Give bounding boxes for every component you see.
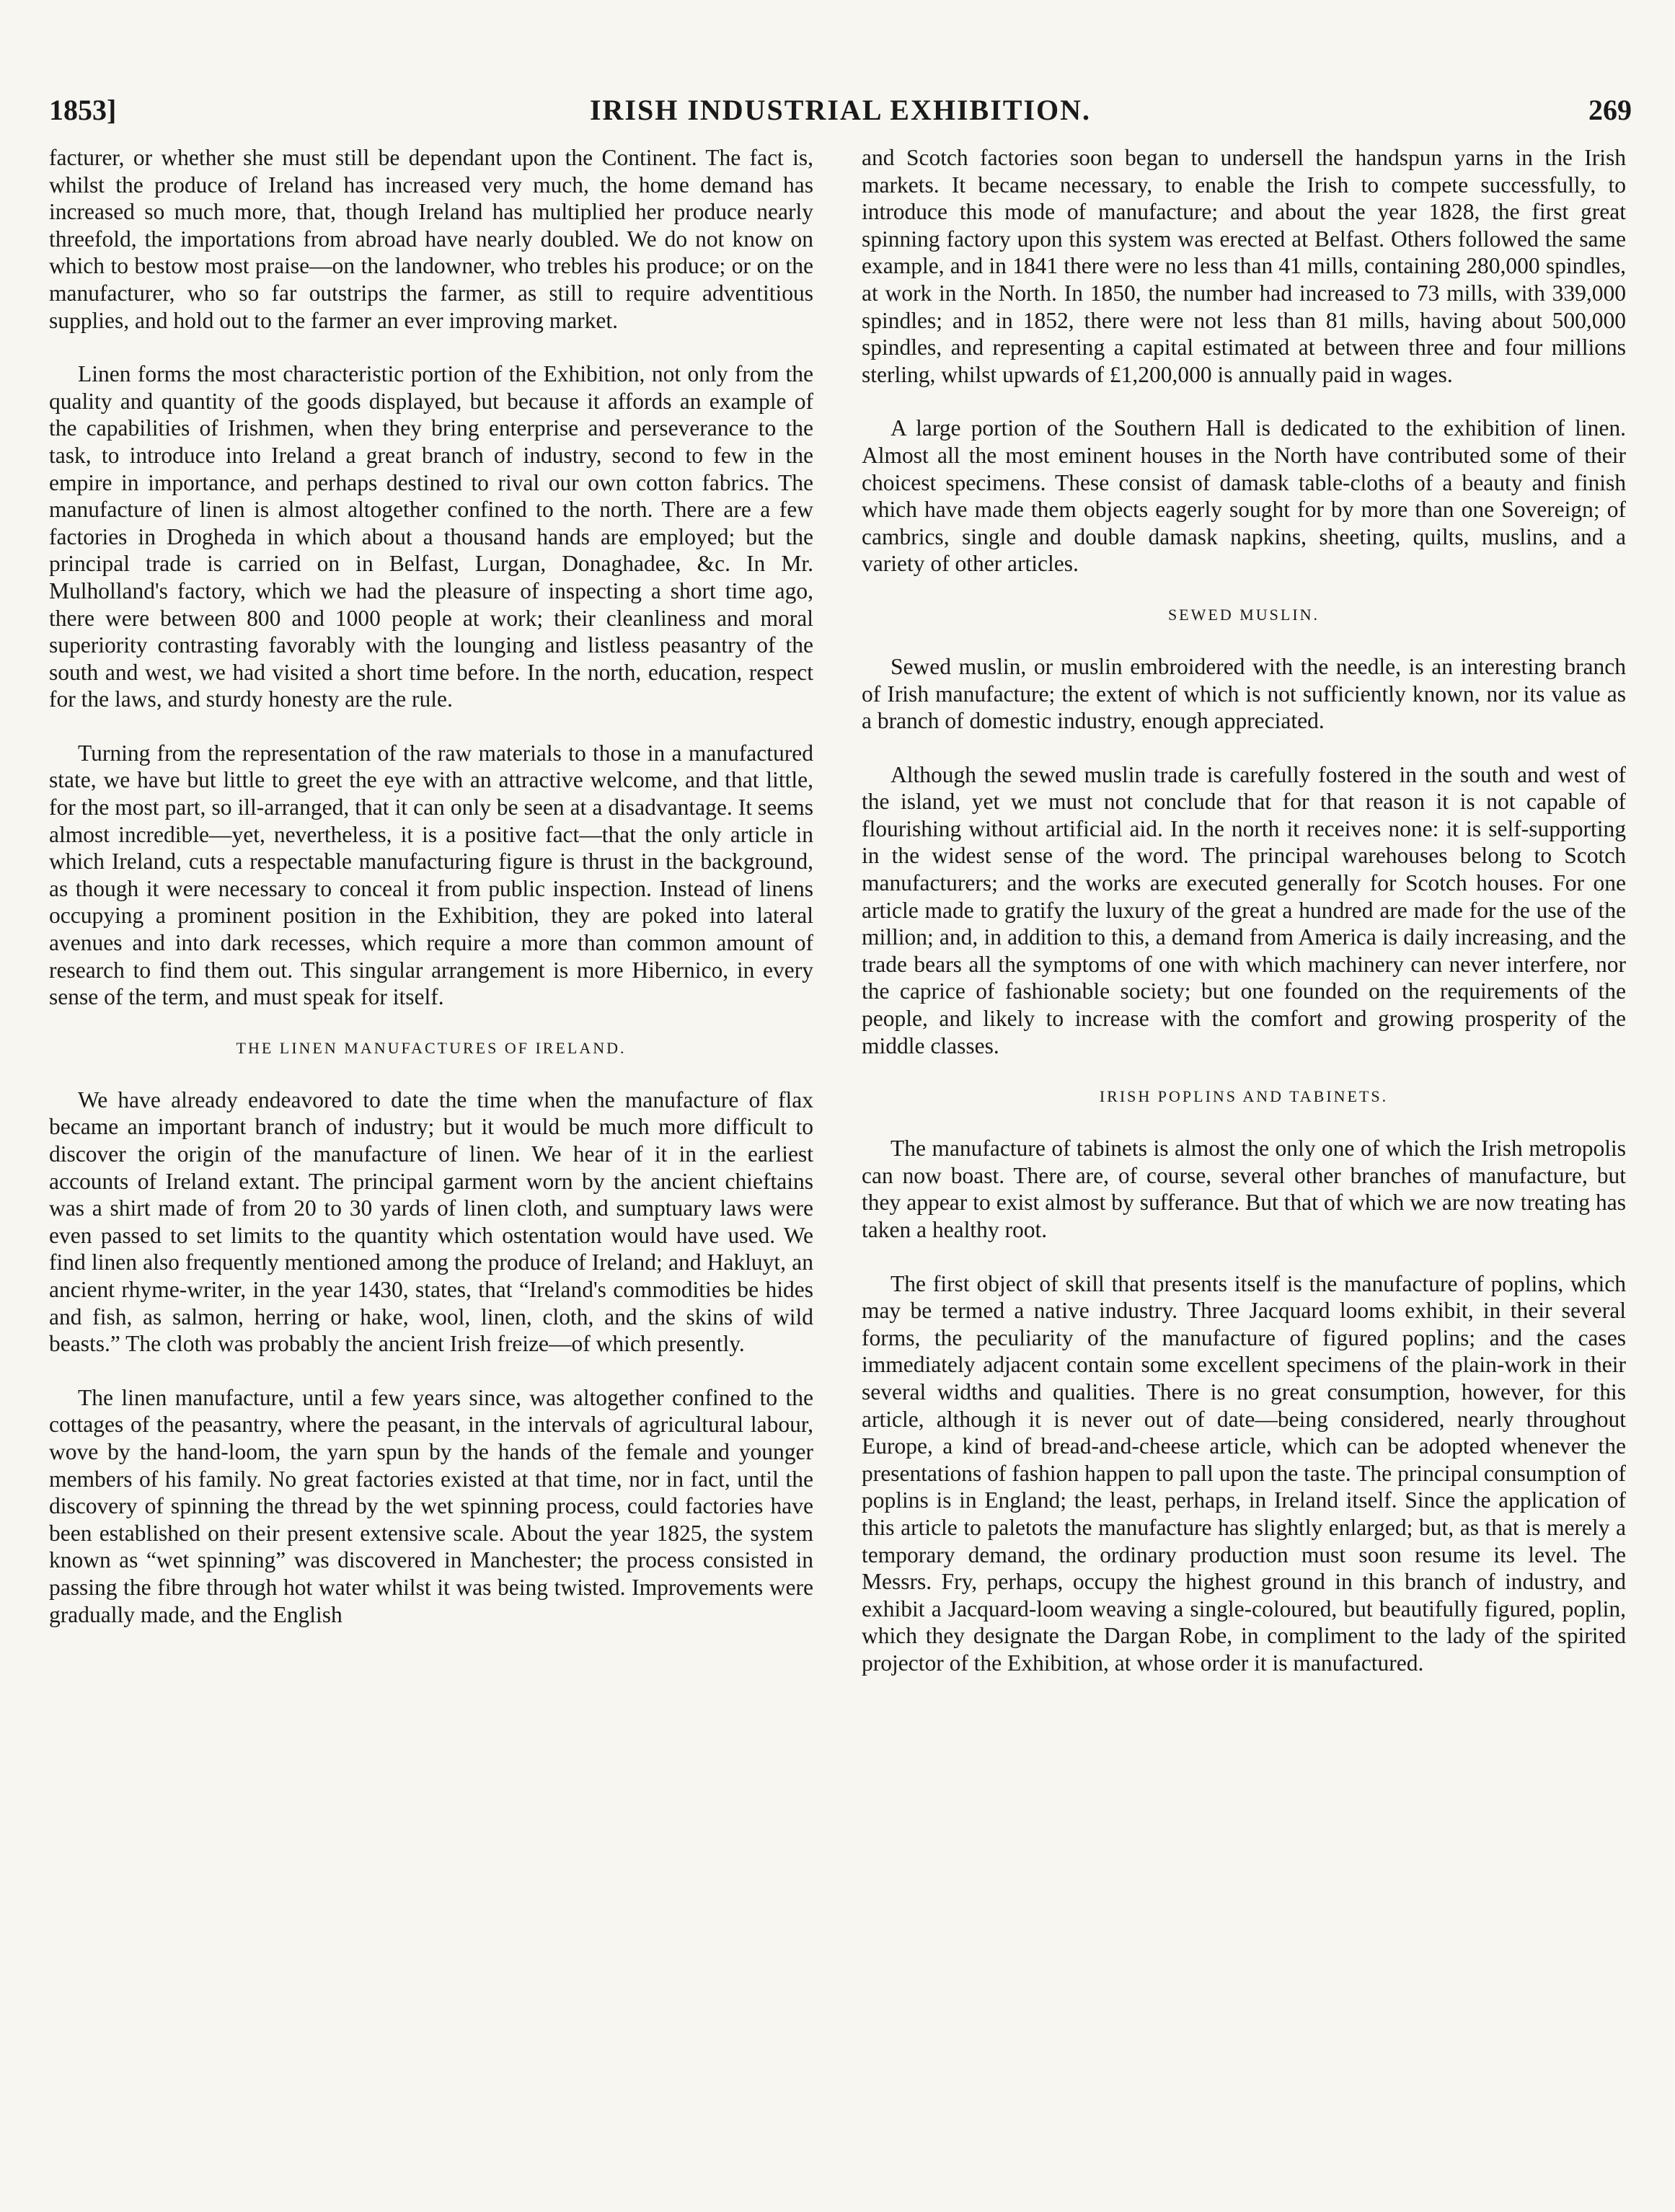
section-heading: SEWED MUSLIN. <box>1167 605 1320 624</box>
section-heading: THE LINEN MANUFACTURES OF IRELAND. <box>236 1038 627 1057</box>
running-header <box>49 92 1632 128</box>
paragraph: facturer, or whether she must still be dependant upon the Continent. The fact is, whilst the produce of Ireland has increased very much, the home demand has increased so much more, that, though Ireland has multiplied her produce nearly threefold, the importations from abroad have nearly doubled. We do not know on which to bestow most praise—on the landowner, who trebles his produce; or on the manufacturer, who so far outstrips the farmer, as still to require adventitious supplies, and hold out to the farmer an ever improving market. <box>49 145 813 333</box>
paragraph: Sewed muslin, or muslin embroidered with the needle, is an interesting branch of Irish manufacture; the extent of which is not sufficiently known, nor its value as a branch of domestic industry, enough appreciated. <box>862 653 1626 734</box>
paragraph: The manufacture of tabinets is almost the only one of which the Irish metropolis can now boast. There are, of course, several other branches of manufacture, but they appear to exist almost by sufferance. But that of which we are now treating has taken a healthy root. <box>862 1136 1626 1242</box>
paragraph: Turning from the representation of the raw materials to those in a manufactured state, we have but little to greet the eye with an attractive welcome, and that little, for the most part, so ill-arranged, that it can only be seen at a disadvantage. It seems almost incredible—yet, nevertheless, it is a positive fact—that the only article in which Ireland, cuts a respectable manufacturing figure is thrust in the background, as though it were necessary to conceal it from public inspection. Instead of linens occupying a prominent position in the Exhibition, they are poked into lateral avenues and into dark recesses, which require a more than common amount of research to find them out. This singular arrangement is more Hibernico, in every sense of the term, and must speak for itself. <box>49 740 813 1010</box>
paragraph: Linen forms the most characteristic portion of the Exhibition, not only from the quality and quantity of the goods displayed, but because it affords an example of the capabilities of Irishmen, when they bring enterprise and perseverance to the task, to introduce into Ireland a great branch of industry, second to few in the empire in importance, and perhaps destined to rival our own cotton fabrics. The manufacture of linen is almost altogether confined to the north. There are a few factories in Drogheda in which about a thousand hands are employed; but the principal trade is carried on in Belfast, Lurgan, Donaghadee, &c. In Mr. Mulholland's factory, which we had the pleasure of inspecting a short time ago, there were between 800 and 1000 people at work; their cleanliness and moral superiority contrasting favorably with the lounging and listless peasantry of the south and west, we had visited a short time before. In the north, education, respect for the laws, and sturdy honesty are the rule. <box>49 361 813 712</box>
paragraph: Although the sewed muslin trade is carefully fostered in the south and west of the island, yet we must not conclude that for that reason it is not capable of flourishing without artificial aid. In the north it receives none: it is self-supporting in the widest sense of the word. The principal warehouses belong to Scotch manufacturers; and the works are executed generally for Scotch houses. For one article made to gratify the luxury of the great a hundred are made for the use of the million; and, in addition to this, a demand from America is daily increasing, and the trade bears all the symptoms of one with which machinery can never interfere, nor the caprice of fashionable society; but one founded on the requirements of the people, and likely to increase with the comfort and growing prosperity of the middle classes. <box>862 761 1626 1058</box>
right-column <box>862 144 1626 1704</box>
paragraph: The linen manufacture, until a few years since, was altogether confined to the cottages of the peasantry, where the peasant, in the intervals of agricultural labour, wove by the hand-loom, the yarn spun by the hands of the female and younger members of his family. No great factories existed at that time, nor in fact, until the discovery of spinning the thread by the wet spinning process, could factories have been established on their present extensive scale. About the year 1825, the system known as “wet spinning” was discovered in Manchester; the process consisted in passing the fibre through hot water whilst it was being twisted. Improvements were gradually made, and the English <box>49 1384 813 1627</box>
paragraph: A large portion of the Southern Hall is dedicated to the exhibition of linen. Almost all the most eminent houses in the North have contributed some of their choicest specimens. These consist of damask table-cloths of a beauty and finish which have made them objects eagerly sought for by more than one Sovereign; of cambrics, single and double damask napkins, sheeting, quilts, muslins, and a variety of other articles. <box>862 415 1626 577</box>
section-heading: IRISH POPLINS AND TABINETS. <box>1099 1087 1389 1106</box>
header-year: 1853] <box>49 94 117 126</box>
header-title: IRISH INDUSTRIAL EXHIBITION. <box>589 94 1092 126</box>
paragraph: The first object of skill that presents itself is the manufacture of poplins, which may be termed a native industry. Three Jacquard looms exhibit, in their several forms, the peculiarity of the manufacture of figured poplins; and the cases immediately adjacent contain some excellent specimens of the plain-work in their several widths and qualities. There is no great consumption, however, for this article, although it is never out of date—being considered, nearly throughout Europe, a kind of bread-and-cheese article, which can be adopted whenever the presentations of fashion happen to pall upon the taste. The principal consumption of poplins is in England; the least, perhaps, in Ireland itself. Since the application of this article to paletots the manufacture has slightly enlarged; but, as that is merely a temporary demand, the ordinary production must soon resume its level. The Messrs. Fry, perhaps, occupy the highest ground in this branch of industry, and exhibit a Jacquard-loom weaving a single-coloured, but beautifully figured, poplin, which they designate the Dargan Robe, in compliment to the lady of the spirited projector of the Exhibition, at whose order it is manufactured. <box>862 1270 1626 1676</box>
left-column <box>49 144 813 1655</box>
page-number: 269 <box>1588 94 1632 126</box>
paragraph: We have already endeavored to date the time when the manufacture of flax became an important branch of industry; but it would be much more difficult to discover the origin of the manufacture of linen. We hear of it in the earliest accounts of Ireland extant. The principal garment worn by the ancient chieftains was a shirt made of from 20 to 30 yards of linen cloth, and sumptuary laws were even passed to set limits to the quantity which ostentation would have used. We find linen also frequently mentioned among the produce of Ireland; and Hakluyt, an ancient rhyme-writer, in the year 1430, states, that “Ireland's commodities be hides and fish, as salmon, herring or hake, wool, linen, cloth, and the skins of wild beasts.” The cloth was probably the ancient Irish freize—of which presently. <box>49 1087 813 1357</box>
paragraph: and Scotch factories soon began to undersell the handspun yarns in the Irish markets. It became necessary, to enable the Irish to compete successfully, to introduce this mode of manufacture; and about the year 1828, the first great spinning factory upon this system was erected at Belfast. Others followed the same example, and in 1841 there were no less than 41 mills, containing 280,000 spindles, at work in the North. In 1850, the number had increased to 73 mills, with 339,000 spindles; and in 1852, there were not less than 81 mills, having about 500,000 spindles, and representing a capital estimated at between three and four millions sterling, whilst upwards of £1,200,000 is annually paid in wages. <box>862 145 1626 387</box>
